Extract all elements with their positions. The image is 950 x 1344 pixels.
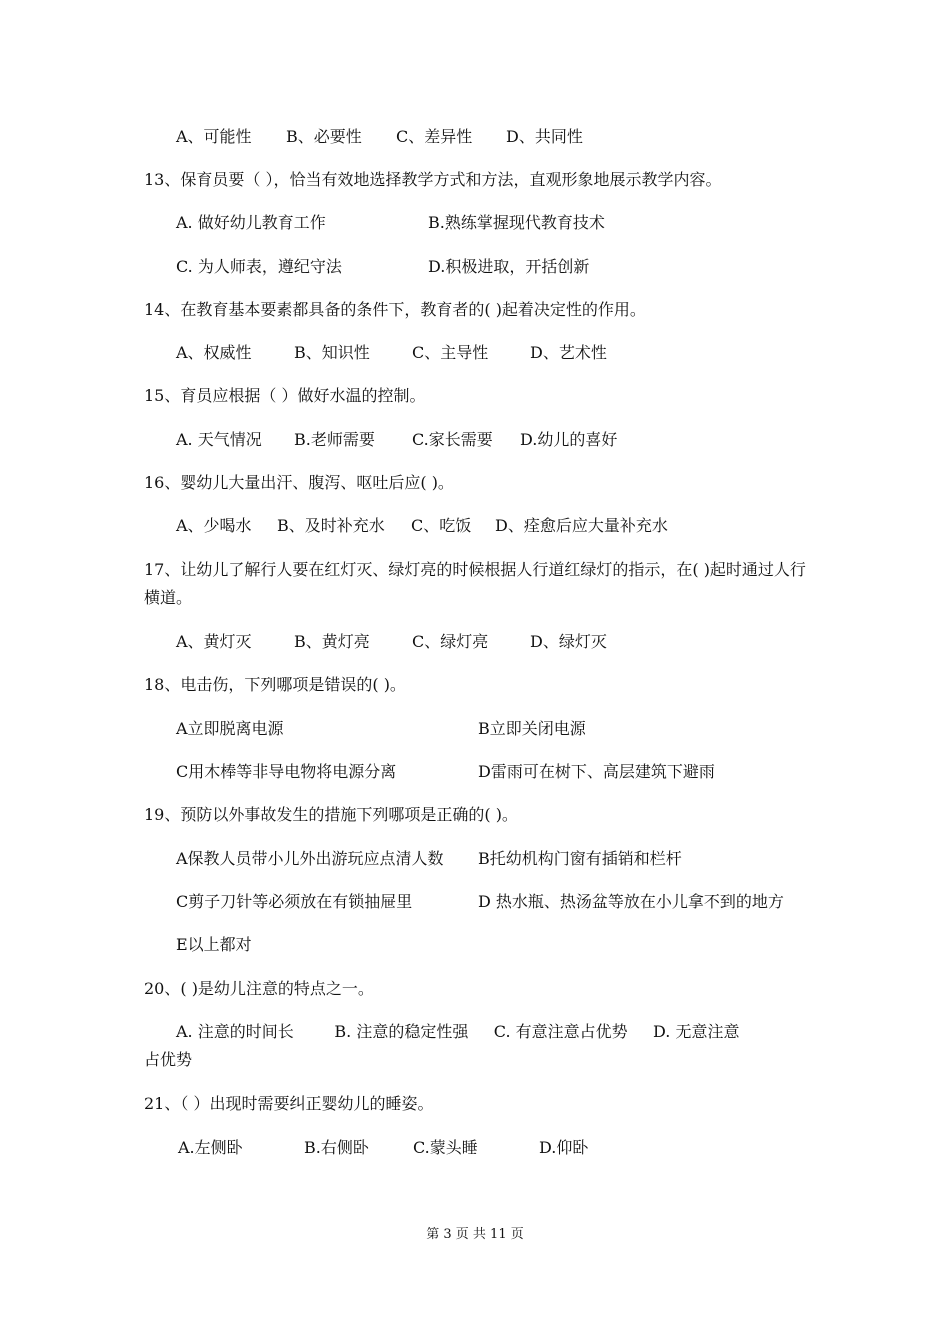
q21-question: 21、（ ）出现时需要纠正婴幼儿的睡姿。: [144, 1094, 434, 1113]
q17-option-d: D、绿灯灭: [530, 632, 607, 651]
q17-option-c: C、绿灯亮: [412, 632, 489, 651]
q16-option-a: A、少喝水: [176, 516, 252, 535]
q15-option-c: C.家长需要: [412, 430, 493, 449]
q16-option-d: D、痊愈后应大量补充水: [495, 516, 668, 535]
q17-option-b: B、黄灯亮: [294, 632, 370, 651]
q19-options-row2: [176, 891, 784, 913]
q17-options: [176, 631, 607, 653]
q19-question: 19、预防以外事故发生的措施下列哪项是正确的( )。: [144, 805, 518, 824]
q21-option-a: A.左侧卧: [178, 1138, 243, 1157]
q15-option-a: A. 天气情况: [176, 430, 262, 449]
q21-option-c: C.蒙头睡: [413, 1138, 478, 1157]
q14-options: [176, 342, 607, 364]
q15-option-d: D.幼儿的喜好: [520, 430, 618, 449]
q15-options: [176, 429, 617, 451]
q19-option-e: E以上都对: [176, 935, 252, 954]
q12-option-b: B、必要性: [286, 127, 362, 146]
q13-question: 13、保育员要（ ），恰当有效地选择教学方式和方法，直观形象地展示教学内容。: [144, 170, 722, 189]
q16-option-b: B、及时补充水: [277, 516, 385, 535]
q12-option-d: D、共同性: [506, 127, 583, 146]
q19-option-c: C剪子刀针等必须放在有锁抽屉里: [176, 892, 413, 911]
q13-option-c: C. 为人师表，遵纪守法: [176, 257, 342, 276]
q13-option-a: A. 做好幼儿教育工作: [176, 213, 326, 232]
q14-option-a: A、权威性: [176, 343, 252, 362]
q13-options-row1: [176, 212, 605, 234]
q16-option-c: C、吃饭: [411, 516, 472, 535]
q12-option-a: A、可能性: [176, 127, 252, 146]
q17-option-a: A、黄灯灭: [176, 632, 252, 651]
q12-options: [176, 126, 583, 148]
q18-option-c: C用木棒等非导电物将电源分离: [176, 762, 397, 781]
q19-option-b: B托幼机构门窗有插销和栏杆: [478, 849, 682, 868]
q21-option-d: D.仰卧: [539, 1138, 589, 1157]
q21-option-b: B.右侧卧: [304, 1138, 369, 1157]
q20-options-line1: A. 注意的时间长 B. 注意的稳定性强 C. 有意注意占优势 D. 无意注意: [176, 1022, 740, 1041]
q14-option-d: D、艺术性: [530, 343, 607, 362]
q15-option-b: B.老师需要: [294, 430, 375, 449]
q13-option-d: D.积极进取，开括创新: [428, 257, 590, 276]
q16-question: 16、婴幼儿大量出汗、腹泻、呕吐后应( )。: [144, 473, 454, 492]
q18-option-b: B立即关闭电源: [478, 719, 586, 738]
q16-options: [176, 515, 668, 537]
q19-options-row1: [176, 848, 682, 870]
q15-question: 15、育员应根据（ ）做好水温的控制。: [144, 386, 426, 405]
q18-options-row2: [176, 761, 715, 783]
q18-question: 18、电击伤，下列哪项是错误的( )。: [144, 675, 406, 694]
q18-options-row1: [176, 718, 586, 740]
q19-option-d: D 热水瓶、热汤盆等放在小儿拿不到的地方: [478, 892, 784, 911]
q20-options-line2: 占优势: [144, 1050, 193, 1069]
q18-option-a: A立即脱离电源: [176, 719, 284, 738]
q20-question: 20、( )是幼儿注意的特点之一。: [144, 979, 374, 998]
q18-option-d: D雷雨可在树下、高层建筑下避雨: [478, 762, 715, 781]
q13-options-row2: [176, 256, 589, 278]
page-footer: 第 3 页 共 11 页: [426, 1227, 524, 1242]
q14-question: 14、在教育基本要素都具备的条件下，教育者的( )起着决定性的作用。: [144, 300, 646, 319]
q19-option-a: A保教人员带小儿外出游玩应点清人数: [176, 849, 444, 868]
q13-option-b: B.熟练掌握现代教育技术: [428, 213, 605, 232]
q14-option-c: C、主导性: [412, 343, 489, 362]
q21-options: [178, 1137, 588, 1159]
q17-question: 17、让幼儿了解行人要在红灯灭、绿灯亮的时候根据人行道红绿灯的指示，在( )起时通过人行横道。: [144, 560, 806, 607]
q14-option-b: B、知识性: [294, 343, 370, 362]
q12-option-c: C、差异性: [396, 127, 473, 146]
